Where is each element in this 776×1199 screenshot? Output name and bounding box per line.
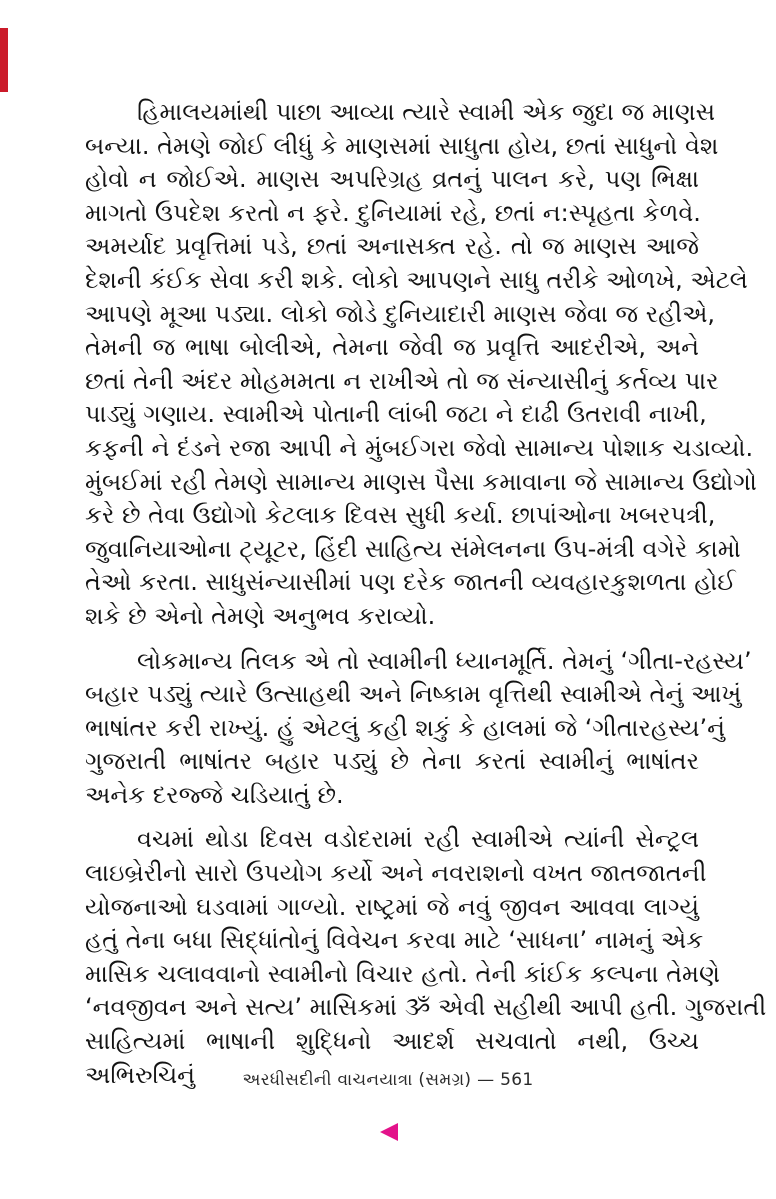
- text-line: માગતો ઉપદેશ કરતો ન ફરે. દુનિયામાં રહે, છતાં ન:સ્પૃહતા કેળવે.: [85, 198, 701, 227]
- text-line: પાડ્યું ગણાય. સ્વામીએ પોતાની લાંબી જટા ને દાઢી ઉતરાવી નાખી,: [85, 400, 707, 429]
- paragraph: [85, 96, 757, 634]
- text-line: ભાષાંતર કરી રાખ્યું. હું એટલું કહી શકું કે હાલમાં જે ‘ગીતારહસ્ય’નું: [85, 713, 726, 742]
- text-line: ‘નવજીવન અને સત્ય’ માસિકમાં ૐ એવી સહીથી આપી હતી. ગુજરાતી: [85, 993, 767, 1022]
- text-line: હતું તેના બધા સિદ્ધાંતોનું વિવેચન કરવા માટે ‘સાધના’ નામનું એક: [85, 926, 704, 955]
- footer: [0, 1070, 776, 1090]
- text-line: તેમની જ ભાષા બોલીએ, તેમના જેવી જ પ્રવૃત્તિ આદરીએ, અને: [85, 333, 699, 362]
- text-line: બન્યા. તેમણે જોઈ લીધું કે માણસમાં સાધુતા હોય, છતાં સાધુનો વેશ: [85, 131, 719, 160]
- text-line: લોકમાન્ય તિલક એ તો સ્વામીની ધ્યાનમૂર્તિ. તેમનું ‘ગીતા-રહસ્ય’: [137, 646, 752, 675]
- spine-accent-mark: [0, 28, 8, 92]
- text-line: કરે છે તેવા ઉદ્યોગો કેટલાક દિવસ સુધી કર્યા. છાપાંઓના ખબરપત્રી,: [85, 501, 716, 530]
- text-line: હિમાલયમાંથી પાછા આવ્યા ત્યારે સ્વામી એક જુદા જ માણસ: [137, 98, 716, 126]
- text-line: વચમાં થોડા દિવસ વડોદરામાં રહી સ્વામીએ ત્યાંની સેન્ટ્રલ: [137, 825, 699, 854]
- text-line: તેઓ કરતા. સાધુસંન્યાસીમાં પણ દરેક જાતની વ્યવહારકુશળતા હોઈ: [85, 568, 736, 597]
- text-line: યોજનાઓ ઘડવામાં ગાળ્યો. રાષ્ટ્રમાં જે નવું જીવન આવવા લાગ્યું: [85, 892, 699, 921]
- text-line: છતાં તેની અંદર મોહમમતા ન રાખીએ તો જ સંન્યાસીનું કર્તવ્ય પાર: [85, 366, 719, 395]
- text-line: લાઇબ્રેરીનો સારો ઉપયોગ કર્યો અને નવરાશનો વખત જાતજાતની: [85, 859, 707, 888]
- footer-running-title: અરધીસદીની વાચનયાત્રા (સમગ્ર): [242, 1070, 472, 1090]
- text-line: કફની ને દંડને રજા આપી ને મુંબઈગરા જેવો સામાન્ય પોશાક ચડાવ્યો.: [85, 433, 754, 462]
- text-line: મુંબઈમાં રહી તેમણે સામાન્ય માણસ પૈસા કમાવાના જે સામાન્ય ઉદ્યોગો: [85, 467, 757, 496]
- text-line: હોવો ન જોઈએ. માણસ અપરિગ્રહ વ્રતનું પાલન કરે, પણ ભિક્ષા: [85, 165, 699, 194]
- text-line: માસિક ચલાવવાનો સ્વામીનો વિચાર હતો. તેની કાંઈક કલ્પના તેમણે: [85, 959, 720, 988]
- text-line: ગુજરાતી ભાષાંતર બહાર પડ્યું છે તેના કરતાં સ્વામીનું ભાષાંતર: [85, 747, 699, 776]
- footer-page-number: 561: [500, 1070, 534, 1090]
- text-line: અનેક દરજ્જે ચડિયાતું છે.: [85, 780, 344, 809]
- text-line: સાહિત્યમાં ભાષાની શુદ્ધિનો આદર્શ સચવાતો નથી, ઉચ્ચ અભિરુચિનું: [85, 1027, 699, 1089]
- text-line: બહાર પડ્યું ત્યારે ઉત્સાહથી અને નિષ્કામ વૃત્તિથી સ્વામીએ તેનું આખું: [85, 680, 742, 709]
- previous-page-triangle-icon[interactable]: [380, 1123, 398, 1141]
- footer-separator: —: [477, 1070, 495, 1090]
- text-line: શકે છે એનો તેમણે અનુભવ કરાવ્યો.: [85, 601, 436, 630]
- text-block: [85, 96, 767, 1103]
- text-line: દેશની કંઈક સેવા કરી શકે. લોકો આપણને સાધુ તરીકે ઓળખે, એટલે: [85, 265, 748, 294]
- paragraph: [85, 823, 767, 1092]
- text-line: જુવાનિયાઓના ટ્યૂટર, હિંદી સાહિત્ય સંમેલનના ઉપ-મંત્રી વગેરે કામો: [85, 534, 741, 563]
- text-line: અમર્યાદ પ્રવૃત્તિમાં પડે, છતાં અનાસક્ત રહે. તો જ માણસ આજે: [85, 232, 699, 261]
- paragraph: [85, 645, 752, 813]
- text-line: આપણે મૂઆ પડ્યા. લોકો જોડે દુનિયાદારી માણસ જેવા જ રહીએ,: [85, 299, 716, 328]
